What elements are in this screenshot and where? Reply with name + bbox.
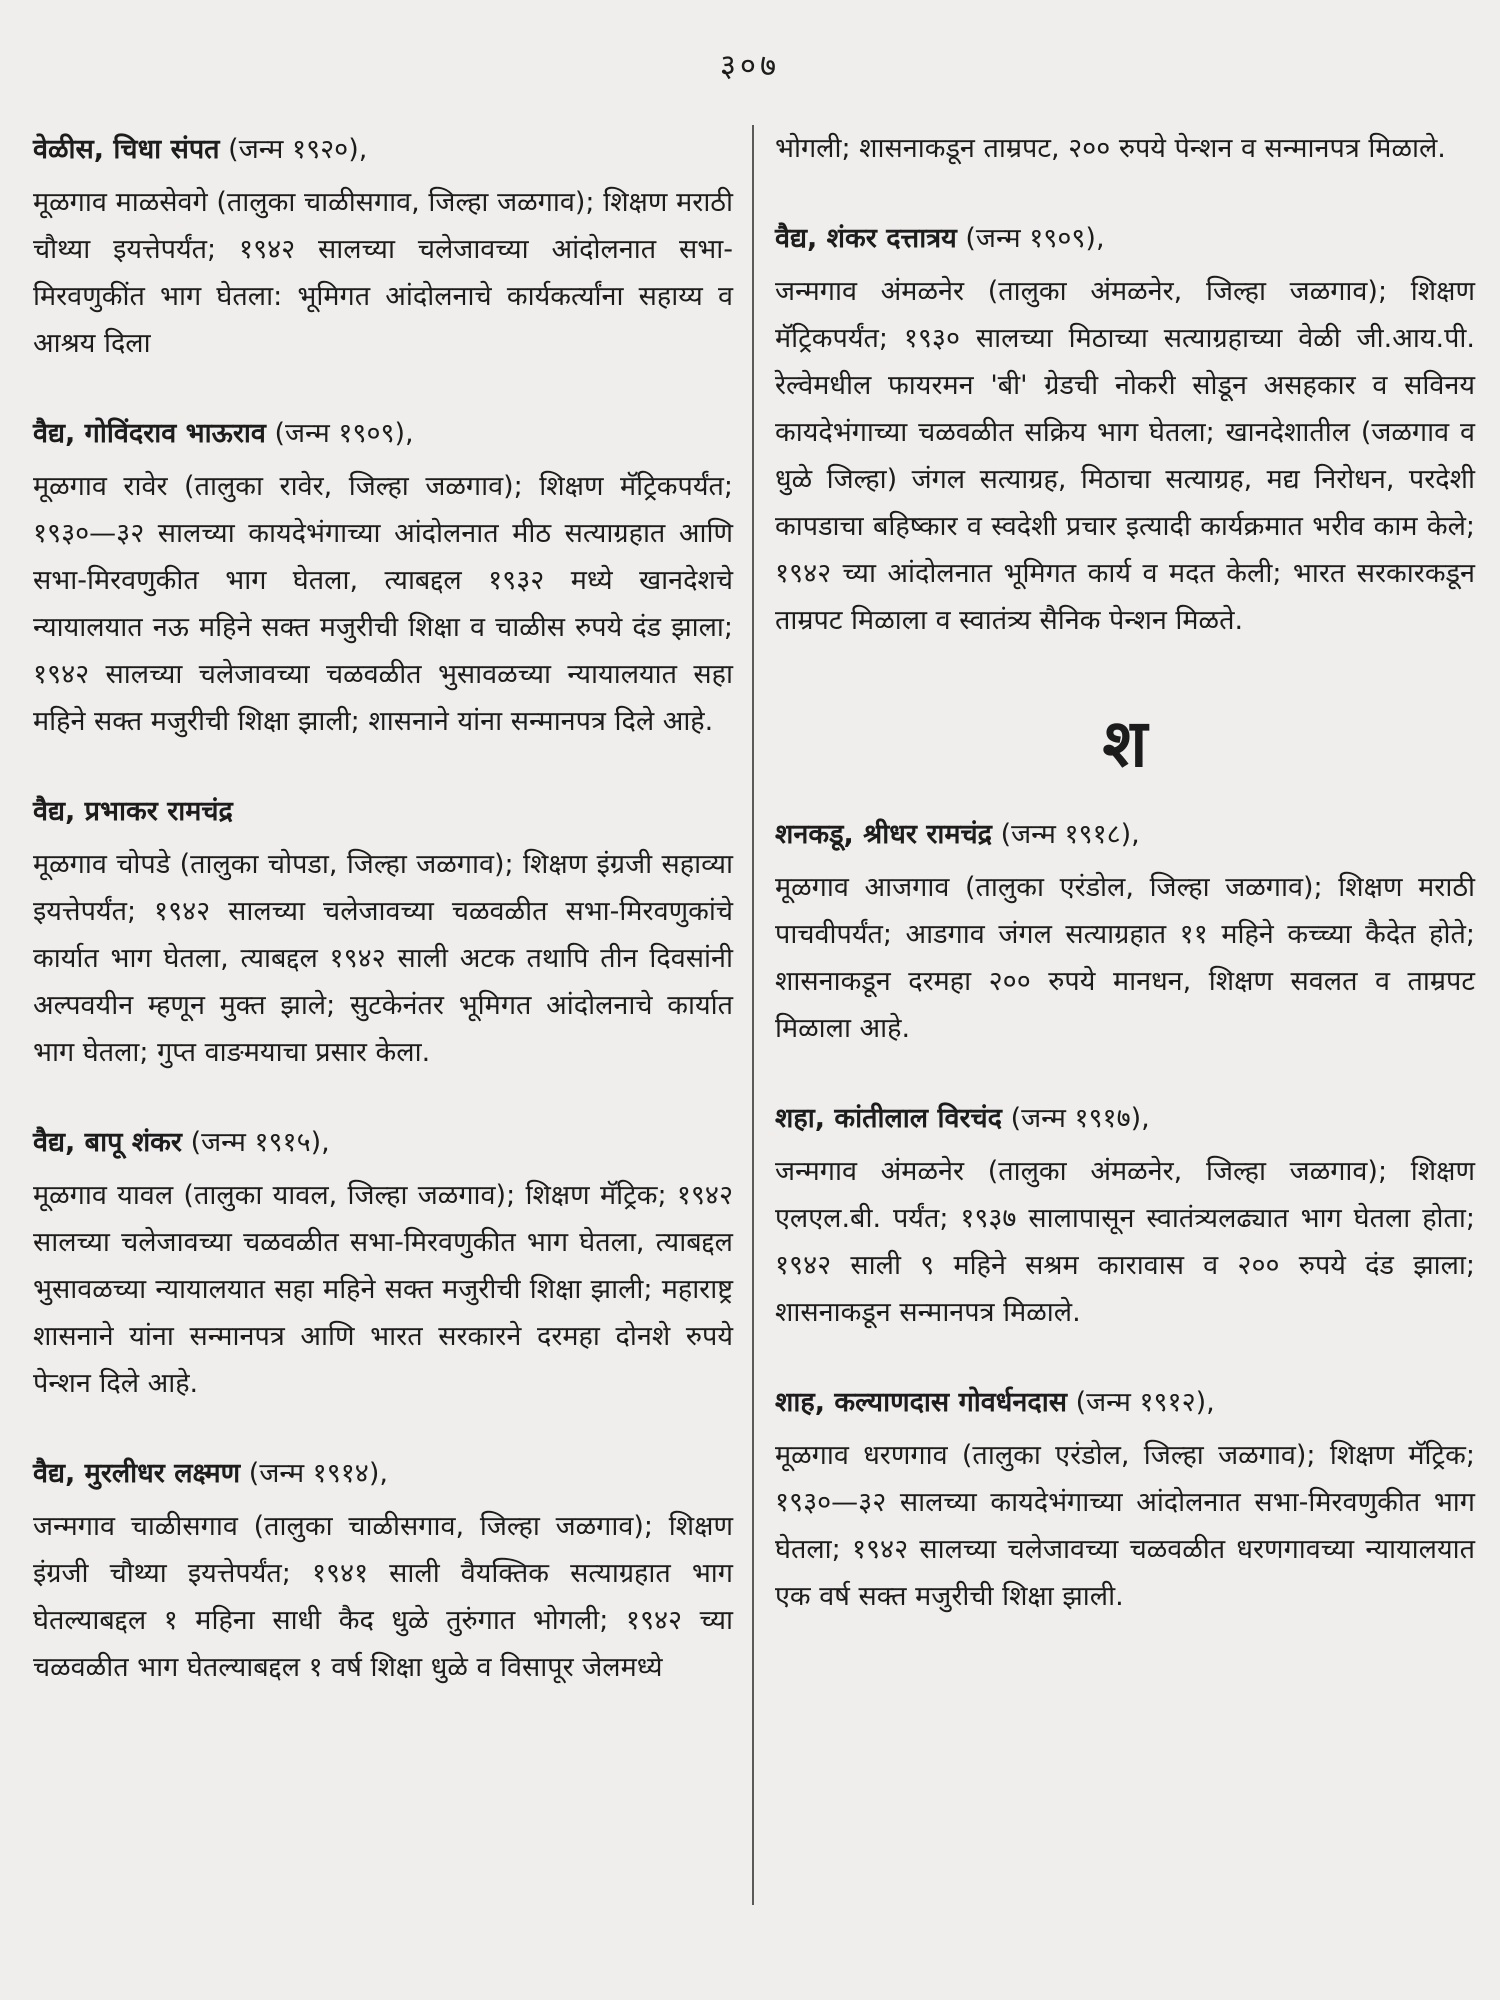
entry-text: भोगली; शासनाकडून ताम्रपट, २०० रुपये पेन्शन व सन्मानपत्र मिळाले. — [775, 133, 1446, 164]
entry-text: मूळगाव यावल (तालुका यावल, जिल्हा जळगाव); शिक्षण मॅट्रिक; १९४२ सालच्या चलेजावच्या चळवळीत सभा-मिरवणुकीत भाग घेतला, त्याबद्दल भुसावळच्या न्यायालयात सहा महिने सक्त मजुरीची शिक्षा झाली; महाराष्ट्र शासनाने यांना सन्मानपत्र आणि भारत सरकारने दरमहा दोनशे रुपये पेन्शन दिले आहे. — [33, 1180, 733, 1399]
entry-name: वैद्य, गोविंदराव भाऊराव — [33, 418, 266, 449]
entry — [33, 1449, 733, 1691]
entry — [775, 214, 1475, 644]
entry-birth: (जन्म १९१५), — [190, 1127, 330, 1158]
entry-heading — [33, 409, 733, 459]
entry-heading — [775, 1094, 1475, 1144]
entry-text: मूळगाव रावेर (तालुका रावेर, जिल्हा जळगाव); शिक्षण मॅट्रिकपर्यंत; १९३०—३२ सालच्या कायदेभंगाच्या आंदोलनात मीठ सत्याग्रहात आणि सभा-मिरवणुकीत भाग घेतला, त्याबद्दल १९३२ मध्ये खानदेशचे न्यायालयात नऊ महिने सक्त मजुरीची शिक्षा व चाळीस रुपये दंड झाला; १९४२ सालच्या चलेजावच्या चळवळीत भुसावळच्या न्यायालयात सहा महिने सक्त मजुरीची शिक्षा झाली; शासनाने यांना सन्मानपत्र दिले आहे. — [33, 471, 733, 737]
entry-heading — [33, 1118, 733, 1168]
column-divider — [752, 125, 754, 1905]
entry-heading — [33, 787, 733, 837]
entry — [33, 787, 733, 1076]
entry-heading — [33, 1449, 733, 1499]
entry-name: शाह, कल्याणदास गोवर्धनदास — [775, 1387, 1067, 1418]
entry-heading — [33, 125, 733, 175]
entry-birth: (जन्म १९०९), — [274, 418, 414, 449]
page-number: ३०७ — [719, 48, 781, 84]
entry-name: वैद्य, प्रभाकर रामचंद्र — [33, 796, 233, 827]
entry-birth: (जन्म १९१४), — [248, 1458, 388, 1489]
entry-text: मूळगाव चोपडे (तालुका चोपडा, जिल्हा जळगाव); शिक्षण इंग्रजी सहाव्या इयत्तेपर्यंत; १९४२ सालच्या चलेजावच्या चळवळीत सभा-मिरवणुकांचे कार्यात भाग घेतला, त्याबद्दल १९४२ साली अटक तथापि तीन दिवसांनी अल्पवयीन म्हणून मुक्त झाले; सुटकेनंतर भूमिगत आंदोलनाचे कार्यात भाग घेतला; गुप्त वाङमयाचा प्रसार केला. — [33, 849, 733, 1068]
entry-text: जन्मगाव अंमळनेर (तालुका अंमळनेर, जिल्हा जळगाव); शिक्षण मॅट्रिकपर्यंत; १९३० सालच्या मिठाच्या सत्याग्रहाच्या वेळी जी.आय.पी. रेल्वेमधील फायरमन 'बी' ग्रेडची नोकरी सोडून असहकार व सविनय कायदेभंगाच्या चळवळीत सक्रिय भाग घेतला; खानदेशातील (जळगाव व धुळे जिल्हा) जंगल सत्याग्रह, मिठाचा सत्याग्रह, मद्य निरोधन, परदेशी कापडाचा बहिष्कार व स्वदेशी प्रचार इत्यादी कार्यक्रमात भरीव काम केले; १९४२ च्या आंदोलनात भूमिगत कार्य व मदत केली; भारत सरकारकडून ताम्रपट मिळाला व स्वातंत्र्य सैनिक पेन्शन मिळते. — [775, 276, 1475, 636]
left-column — [33, 125, 733, 1733]
entry-heading — [775, 810, 1475, 860]
entry-text: जन्मगाव चाळीसगाव (तालुका चाळीसगाव, जिल्हा जळगाव); शिक्षण इंग्रजी चौथ्या इयत्तेपर्यंत; १९४१ साली वैयक्तिक सत्याग्रहात भाग घेतल्याबद्दल १ महिना साधी कैद धुळे तुरुंगात भोगली; १९४२ च्या चळवळीत भाग घेतल्याबद्दल १ वर्ष शिक्षा धुळे व विसापूर जेलमध्ये — [33, 1511, 733, 1683]
entry-name: वेळीस, चिधा संपत — [33, 134, 220, 165]
entry — [33, 1118, 733, 1407]
entry-name: शनकडू, श्रीधर रामचंद्र — [775, 819, 993, 850]
entry-continuation — [775, 125, 1475, 172]
entry-text: मूळगाव धरणगाव (तालुका एरंडोल, जिल्हा जळगाव); शिक्षण मॅट्रिक; १९३०—३२ सालच्या कायदेभंगाच्या आंदोलनात सभा-मिरवणुकीत भाग घेतला; १९४२ सालच्या चलेजावच्या चळवळीत धरणगावच्या न्यायालयात एक वर्ष सक्त मजुरीची शिक्षा झाली. — [775, 1440, 1475, 1612]
entry-text: जन्मगाव अंमळनेर (तालुका अंमळनेर, जिल्हा जळगाव); शिक्षण एलएल.बी. पर्यंत; १९३७ सालापासून स्वातंत्र्यलढ्यात भाग घेतला होता; १९४२ साली ९ महिने सश्रम कारावास व २०० रुपये दंड झाला; शासनाकडून सन्मानपत्र मिळाले. — [775, 1156, 1475, 1328]
entry-name: वैद्य, बापू शंकर — [33, 1127, 182, 1158]
entry-birth: (जन्म १९२०), — [228, 134, 368, 165]
entry-birth: (जन्म १९१८), — [1000, 819, 1140, 850]
entry-heading — [775, 214, 1475, 264]
entry-text: मूळगाव आजगाव (तालुका एरंडोल, जिल्हा जळगाव); शिक्षण मराठी पाचवीपर्यंत; आडगाव जंगल सत्याग्रहात ११ महिने कच्च्या कैदेत होते; शासनाकडून दरमहा २०० रुपये मानधन, शिक्षण सवलत व ताम्रपट मिळाला आहे. — [775, 872, 1475, 1044]
entry — [775, 1378, 1475, 1620]
entry-heading — [775, 1378, 1475, 1428]
entry-birth: (जन्म १९१२), — [1075, 1387, 1215, 1418]
right-column — [775, 125, 1475, 1662]
entry-name: वैद्य, मुरलीधर लक्ष्मण — [33, 1458, 241, 1489]
entry — [33, 125, 733, 367]
section-letter: श — [1102, 705, 1148, 782]
entry — [775, 810, 1475, 1052]
entry-birth: (जन्म १९०९), — [965, 223, 1105, 254]
entry — [33, 409, 733, 745]
entry-text: मूळगाव माळसेवगे (तालुका चाळीसगाव, जिल्हा जळगाव); शिक्षण मराठी चौथ्या इयत्तेपर्यंत; १९४२ सालच्या चलेजावच्या आंदोलनात सभा-मिरवणुकींत भाग घेतला: भूमिगत आंदोलनाचे कार्यकर्त्यांना सहाय्य व आश्रय दिला — [33, 187, 733, 359]
entry-name: शहा, कांतीलाल विरचंद — [775, 1103, 1002, 1134]
entry — [775, 1094, 1475, 1336]
entry-birth: (जन्म १९१७), — [1010, 1103, 1150, 1134]
entry-name: वैद्य, शंकर दत्तात्रय — [775, 223, 957, 254]
